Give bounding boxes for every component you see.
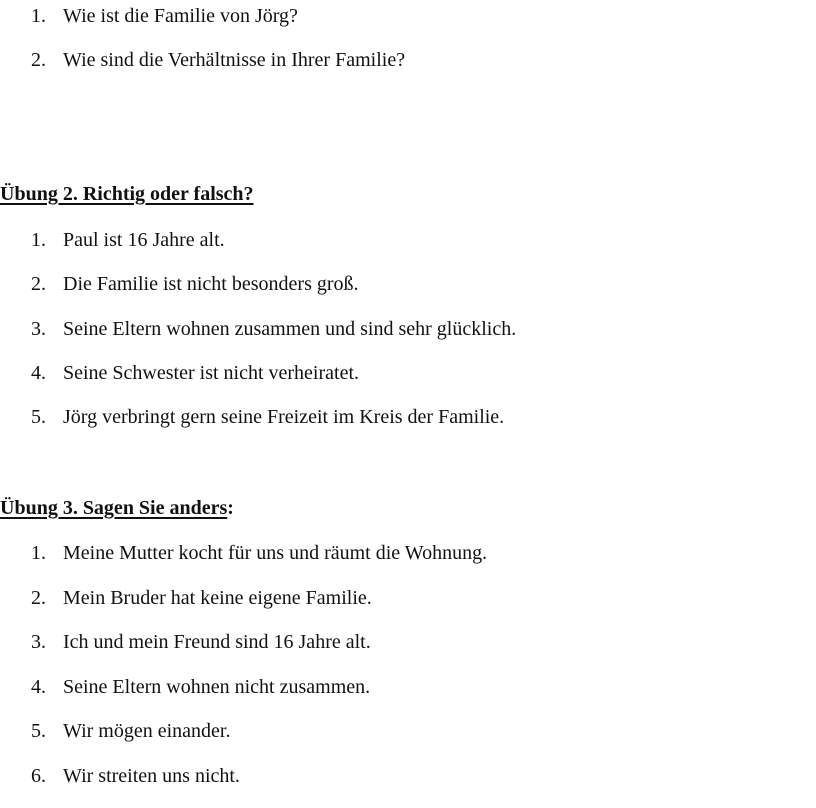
list-text: Paul ist 16 Jahre alt. bbox=[63, 229, 225, 251]
list-item bbox=[31, 541, 487, 565]
list-text: Wir streiten uns nicht. bbox=[63, 765, 240, 787]
list-number: 1. bbox=[31, 5, 46, 27]
list-number: 3. bbox=[31, 631, 46, 653]
list-number: 5. bbox=[31, 406, 46, 428]
list-text: Wir mögen einander. bbox=[63, 720, 231, 742]
list-text: Seine Eltern wohnen nicht zusammen. bbox=[63, 676, 371, 698]
list-text: Meine Mutter kocht für uns und räumt die Wohnung. bbox=[63, 542, 488, 564]
list-text: Jörg verbringt gern seine Freizeit im Kreis der Familie. bbox=[63, 406, 505, 428]
list-item bbox=[31, 272, 359, 296]
list-text: Seine Schwester ist nicht verheiratet. bbox=[63, 362, 360, 384]
list-number: 6. bbox=[31, 765, 46, 787]
list-text: Die Familie ist nicht besonders groß. bbox=[63, 273, 359, 295]
list-item bbox=[31, 630, 371, 654]
section-heading-ubung-2 bbox=[0, 182, 254, 206]
list-item bbox=[31, 675, 370, 699]
list-number: 1. bbox=[31, 542, 46, 564]
list-number: 5. bbox=[31, 720, 46, 742]
list-text: Wie sind die Verhältnisse in Ihrer Familie? bbox=[63, 49, 406, 71]
list-item bbox=[31, 586, 372, 610]
section-heading-ubung-3 bbox=[0, 496, 234, 520]
list-item bbox=[31, 317, 516, 341]
list-number: 2. bbox=[31, 587, 46, 609]
list-text: Mein Bruder hat keine eigene Familie. bbox=[63, 587, 372, 609]
list-item bbox=[31, 719, 230, 743]
list-item bbox=[31, 361, 359, 385]
section-heading-text: Übung 2. Richtig oder falsch? bbox=[0, 183, 254, 205]
list-text: Wie ist die Familie von Jörg? bbox=[63, 5, 298, 27]
list-number: 2. bbox=[31, 273, 46, 295]
list-item bbox=[31, 405, 504, 429]
list-number: 1. bbox=[31, 229, 46, 251]
list-number: 3. bbox=[31, 318, 46, 340]
list-item bbox=[31, 4, 298, 28]
list-item bbox=[31, 48, 405, 72]
list-text: Seine Eltern wohnen zusammen und sind sehr glücklich. bbox=[63, 318, 517, 340]
list-item bbox=[31, 764, 240, 788]
list-number: 4. bbox=[31, 676, 46, 698]
list-item bbox=[31, 228, 225, 252]
list-number: 2. bbox=[31, 49, 46, 71]
section-heading-suffix: : bbox=[227, 497, 234, 519]
list-text: Ich und mein Freund sind 16 Jahre alt. bbox=[63, 631, 371, 653]
list-number: 4. bbox=[31, 362, 46, 384]
section-heading-text: Übung 3. Sagen Sie anders bbox=[0, 497, 228, 519]
